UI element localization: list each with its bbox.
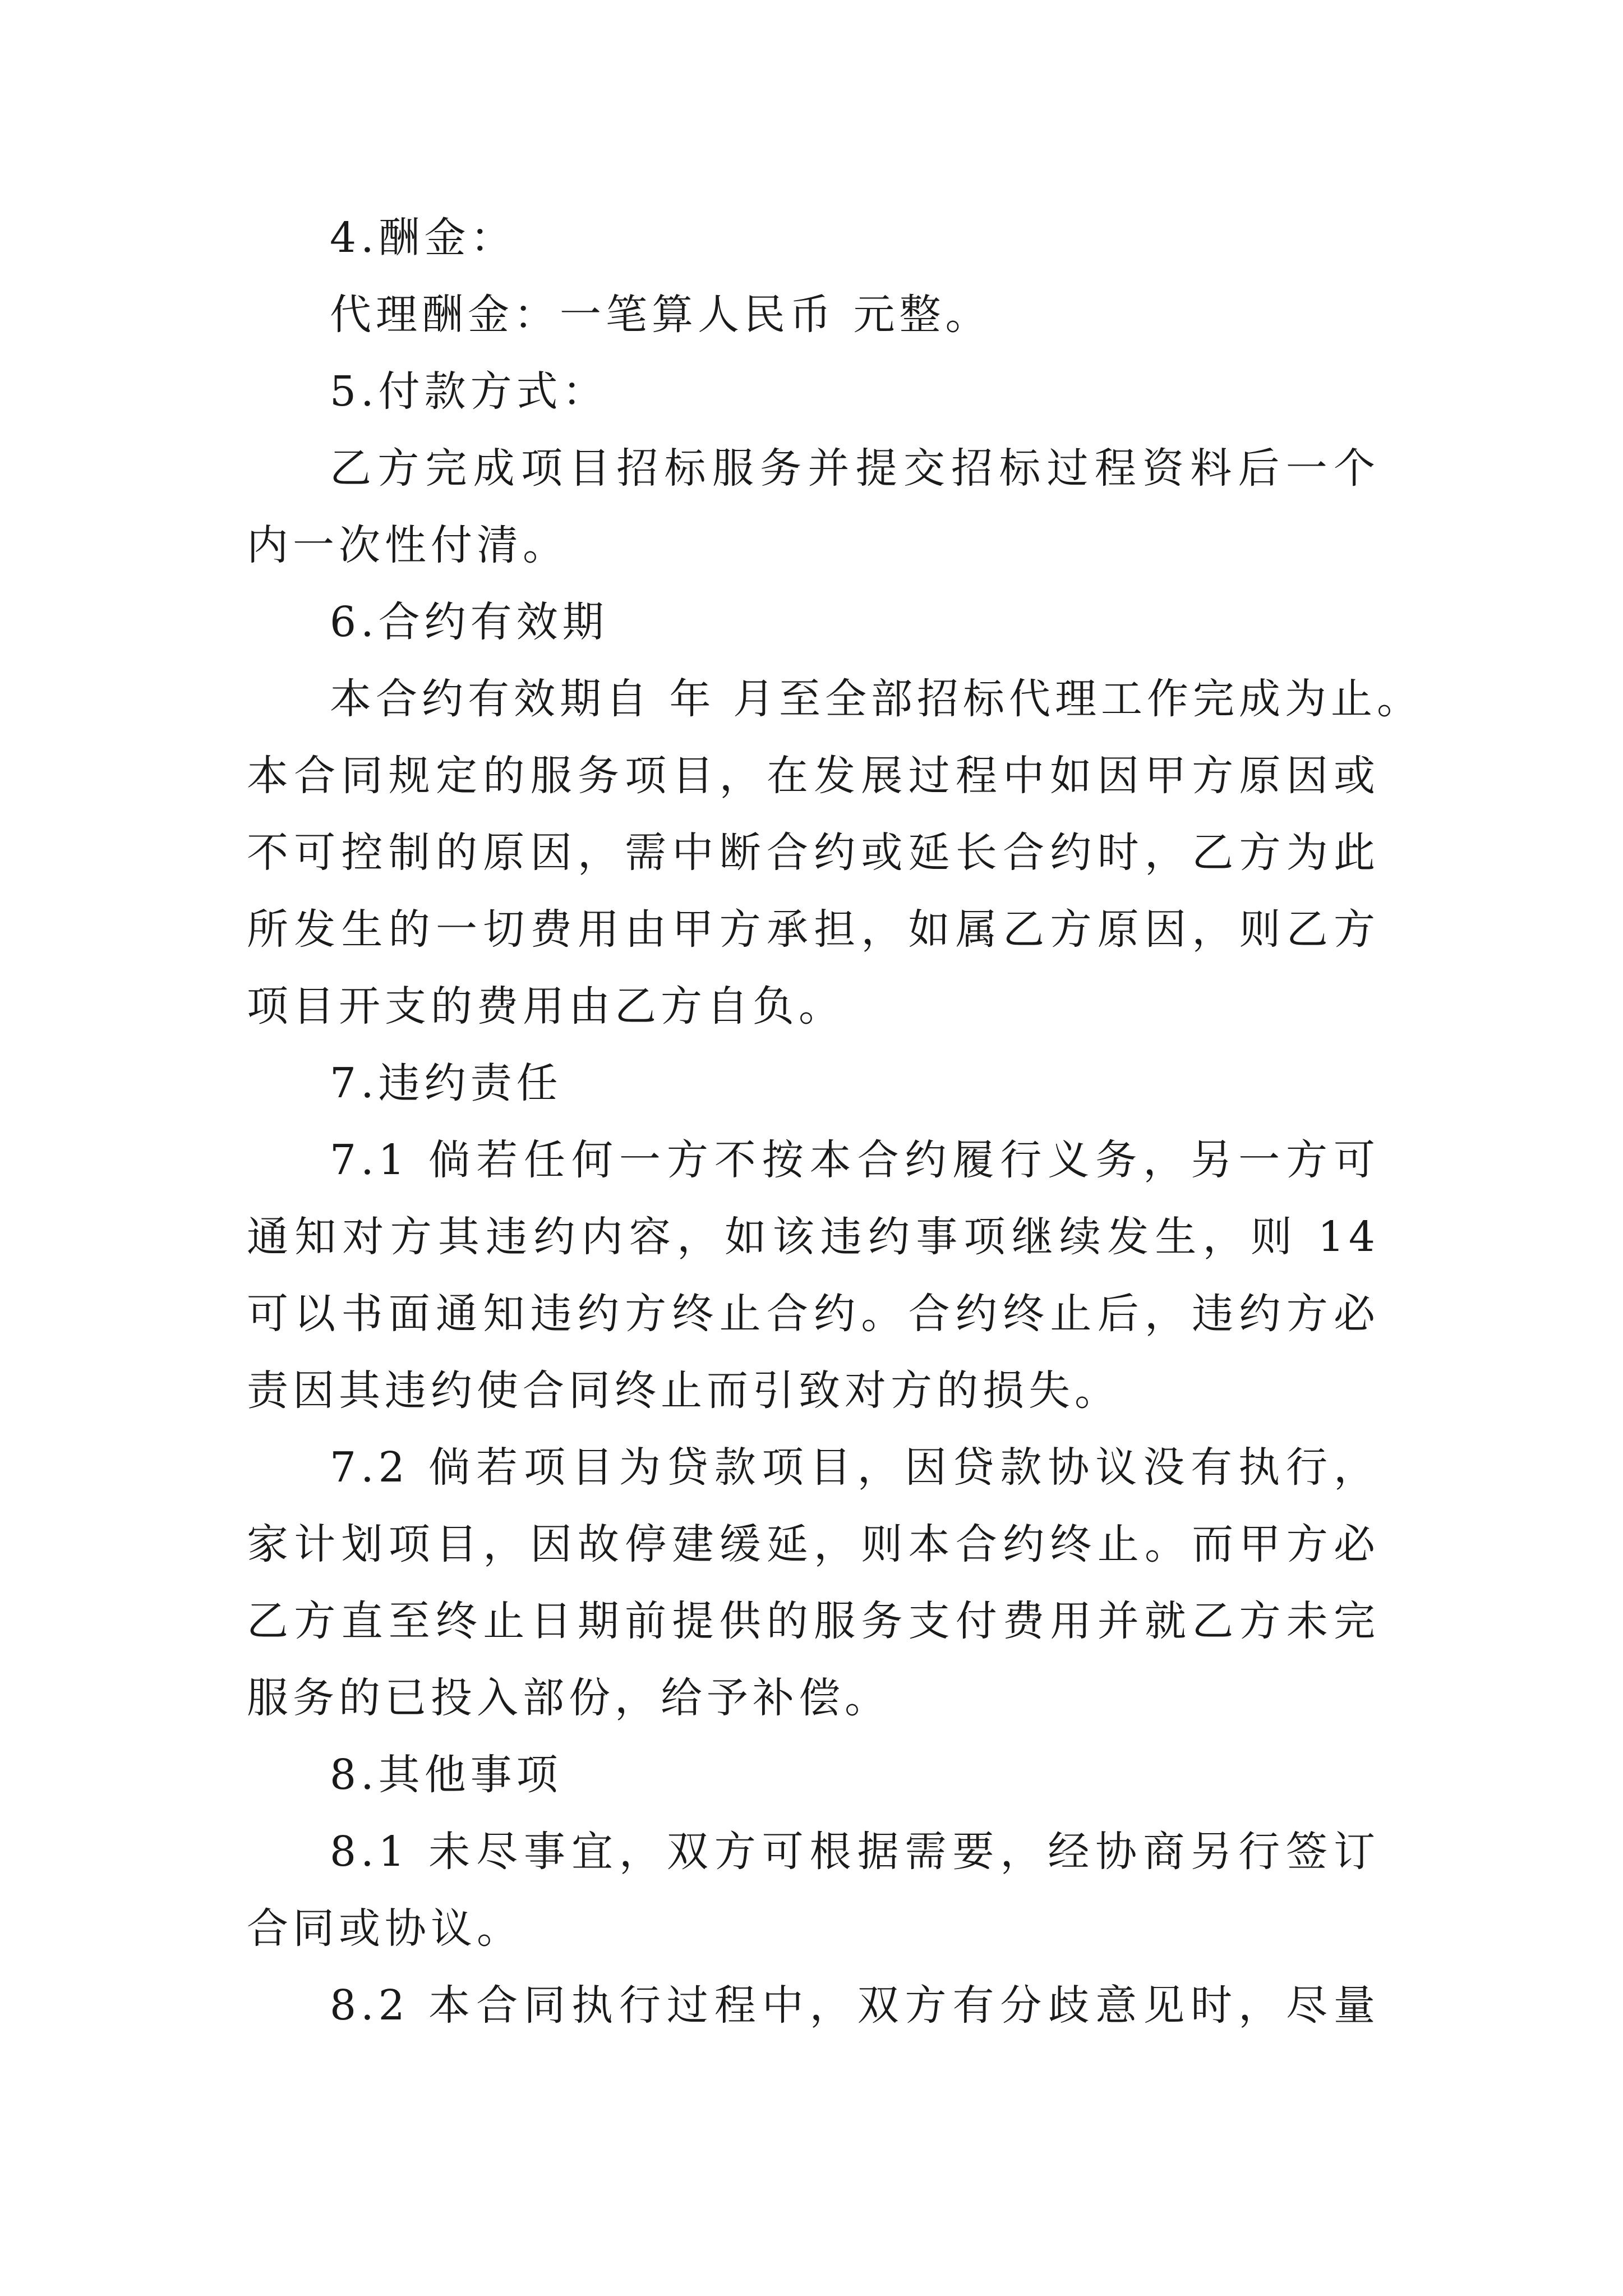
document-body — [247, 200, 1423, 2044]
paragraph-line: 家计划项目，因故停建缓延，则本合约终止。而甲方必 — [247, 1520, 1380, 1568]
section-heading-remuneration: 4.酬金： — [330, 214, 517, 262]
paragraph-line: 本合约有效期自 年 月至全部招标代理工作完成为止。 — [330, 675, 1423, 723]
section-heading-breach: 7.违约责任 — [330, 1059, 562, 1107]
paragraph-line: 通知对方其违约内容，如该违约事项继续发生，则 14 — [247, 1213, 1380, 1261]
paragraph-line: 8.1 未尽事宜，双方可根据需要，经协商另行签订 — [330, 1828, 1380, 1876]
paragraph-line: 8.2 本合同执行过程中，双方有分歧意见时，尽量 — [330, 1981, 1380, 2030]
paragraph-line: 本合同规定的服务项目，在发展过程中如因甲方原因或 — [247, 752, 1380, 800]
section-heading-payment: 5.付款方式： — [330, 367, 608, 416]
paragraph-line: 7.1 倘若任何一方不按本合约履行义务，另一方可 — [330, 1136, 1380, 1184]
paragraph-line: 代理酬金：一笔算人民币 元整。 — [330, 291, 992, 339]
section-heading-validity: 6.合约有效期 — [330, 598, 608, 646]
paragraph-line: 项目开支的费用由乙方自负。 — [247, 982, 845, 1030]
paragraph-line: 7.2 倘若项目为贷款项目，因贷款协议没有执行， — [330, 1443, 1380, 1492]
paragraph-line: 服务的已投入部份，给予补偿。 — [247, 1674, 891, 1722]
paragraph-line: 责因其违约使合同终止而引致对方的损失。 — [247, 1366, 1121, 1415]
paragraph-line: 乙方直至终止日期前提供的服务支付费用并就乙方未完 — [247, 1597, 1380, 1645]
paragraph-line: 内一次性付清。 — [247, 521, 569, 569]
paragraph-line: 所发生的一切费用由甲方承担，如属乙方原因，则乙方 — [247, 905, 1380, 954]
paragraph-line: 乙方完成项目招标服务并提交招标过程资料后一个 — [330, 444, 1380, 493]
paragraph-line: 可以书面通知违约方终止合约。合约终止后，违约方必 — [247, 1290, 1380, 1338]
section-heading-other: 8.其他事项 — [330, 1751, 562, 1799]
paragraph-line: 不可控制的原因，需中断合约或延长合约时，乙方为此 — [247, 829, 1380, 877]
paragraph-line: 合同或协议。 — [247, 1904, 523, 1953]
